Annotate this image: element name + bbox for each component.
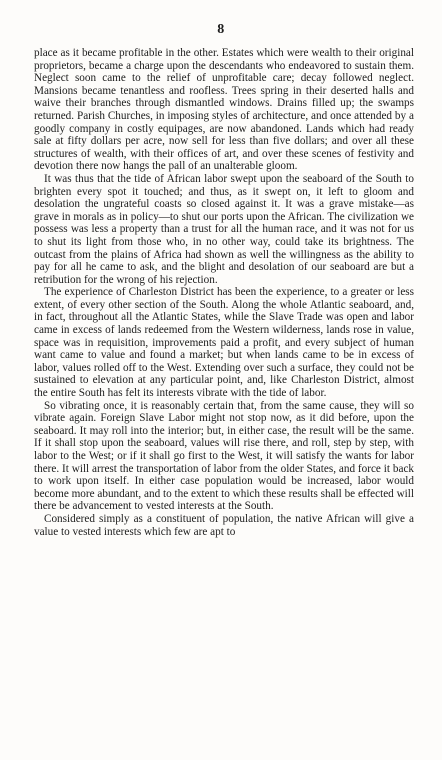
paragraph-3: The experience of Charleston District has been the experience, to a greater or less extent, of every other section of the South. Along the whole Atlantic seaboard, and, in fact, throughout all the Atlantic States, while the Slave Trade was open and labor came in excess of lands redeemed from the Western wilderness, lands rose in value, space was in requisition, improvements paid a profit, and every subject of human want came to value and found a market; but when lands came to be in excess of labor, values rolled off to the West. Extending over such a surface, they could not be sustained to elevation at any particular point, and, like Charleston District, almost the entire South has felt its interests vibrate with the tide of labor. bbox=[34, 286, 414, 400]
page-number: 8 bbox=[217, 22, 225, 37]
paragraph-5: Considered simply as a constituent of population, the native African will give a value to vested interests which few are apt to bbox=[34, 512, 414, 538]
paragraph-2: It was thus that the tide of African labor swept upon the seaboard of the South to brighten every spot it touched; and thus, as it swept on, it left to gloom and desolation the ungrateful coasts so closed against it. It was a grave mistake—as grave in morals as in policy—to shut our ports upon the African. The civilization we possess was less a property than a trust for all the human race, and it was not for us to shut its light from those who, in no other way, could take its brightness. The outcast from the plains of Africa had shown as well the willingness as the ability to pay for all he came to ask, and the blight and desolation of our seaboard are but a retribution for the wrong of his rejection. bbox=[34, 172, 414, 286]
paragraph-4: So vibrating once, it is reasonably certain that, from the same cause, they will so vibrate again. Foreign Slave Labor might not stop now, as it did before, upon the seaboard. It may roll into the interior; but, in either case, the result will be the same. If it shall stop upon the seaboard, values will rise there, and roll, step by step, with labor to the West; or if it shall go first to the West, it will satisfy the wants for labor there. It will arrest the transportation of labor from the older States, and force it back to work upon itself. In either case population would be increased, labor would become more abundant, and to the extent to which these results shall be effected will there be advancement to vested interests at the South. bbox=[34, 399, 414, 513]
paragraph-1: place as it became profitable in the other. Estates which were wealth to their original proprietors, became a charge upon the descendants who endeavored to sustain them. Neglect soon came to the relief of unprofitable care; decay followed neglect. Mansions became tenantless and roofless. Trees spring in their deserted halls and waive their branches through dismantled windows. Drains filled up; the swamps returned. Parish Churches, in imposing styles of architecture, and once attended by a goodly company in costly equipages, are now abandoned. Lands which had ready sale at fifty dollars per acre, now sell for less than five dollars; and over all these structures of wealth, with their offices of art, and over these scenes of festivity and devotion there now hangs the pall of an unalterable gloom. bbox=[34, 47, 414, 173]
body-text bbox=[34, 47, 414, 538]
